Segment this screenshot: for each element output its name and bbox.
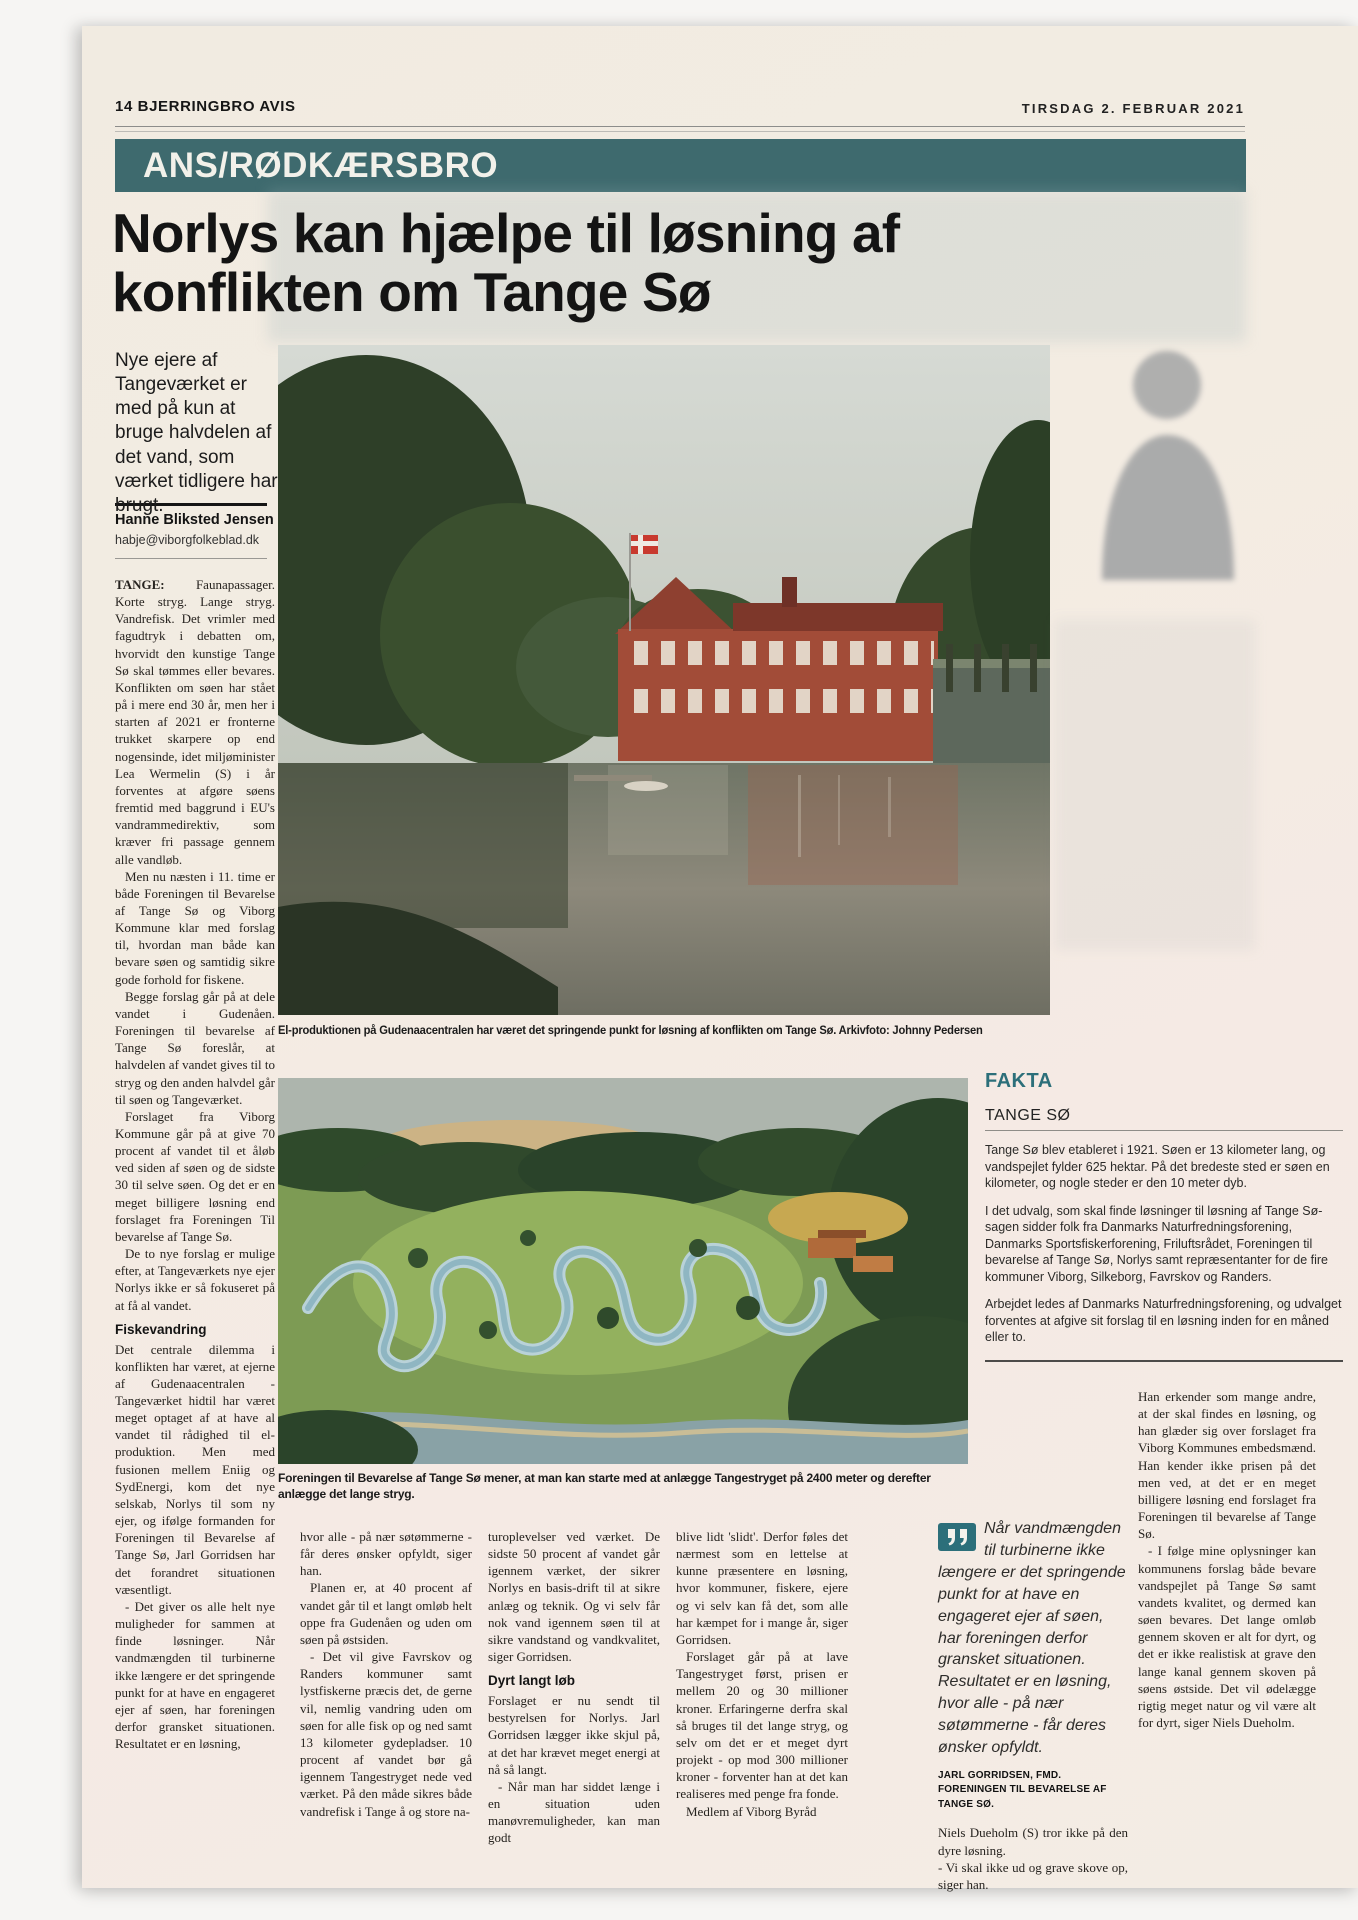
body-column-1 [115, 576, 275, 1752]
silhouette-icon [1072, 330, 1252, 580]
print-bleed-wash-2 [1055, 620, 1255, 950]
page-number: 14 [115, 98, 133, 115]
article-headline [112, 204, 1132, 322]
body-column-2 [300, 1528, 472, 1820]
pull-quote-attribution: JARL GORRIDSEN, FMD. FORENINGEN TIL BEVARELSE AF TANGE SØ. [938, 1769, 1107, 1810]
photo-tangevaerket-illustration [278, 345, 1050, 1015]
masthead-rule [115, 126, 1245, 127]
body-column-5 [1138, 1388, 1316, 1731]
paragraph: De to nye forslag er mulige efter, at Tangeværkets nye ejer Norlys ikke er så fokuseret på at få al vandet. [115, 1246, 275, 1313]
paragraph: Men nu næsten i 11. time er både Foreningen til Bevarelse af Tange Sø og Viborg Kommune klar med forslag til, hvordan man både kan bevare søen og samtidig sikre gode forhold for fiskene. [115, 868, 275, 987]
paragraph: Forslaget fra Viborg Kommune går på at give 70 procent af vandet til et åløb ved siden af søen og de sidste 30 til selve søen. Og det er en meget billigere løsning end forslaget fra Foreningen Til bevarelse af Tange Sø. [115, 1108, 275, 1244]
print-bleed-figure [1072, 330, 1252, 580]
paragraph: Forslaget går på at lave Tangestryget først, prisen er mellem 20 og 30 millioner kroner. Erfaringerne derfra skal så bruges til det lange stryg, og selv om det er et meget dyrt projekt - op mod 300 millioner kroner - forventer han at det kan realiseres med penge fra fonde. [676, 1649, 848, 1802]
pull-quote-text: Når vandmængden til turbinerne ikke længere er det springende punkt for at have en engageret ejer af søen, har foreningen derfor gransket situationen. Resultatet er en løsning, hvor alle - på nær søtømmerne - får deres ønsker opfyldt. [938, 1520, 1126, 1757]
fakta-paragraph: Arbejdet ledes af Danmarks Naturfredningsforening, og udvalget forventes at afgive sit forslag til en løsning inden for en måned eller to. [985, 1297, 1342, 1344]
photo-caption-1: El-produktionen på Gudenaacentralen har været det springende punkt for løsning af konflikten om Tange Sø. Arkivfoto: Johnny Pedersen [278, 1023, 983, 1037]
paragraph: Begge forslag går på at dele vandet i Gudenåen. Foreningen til bevarelse af Tange Sø foreslår, at halvdelen af vandet gives til to stryg og den anden halvdel går til søen og Tangeværket. [115, 988, 275, 1107]
pull-quote [938, 1518, 1128, 1893]
fakta-paragraph: I det udvalg, som skal finde løsninger til løsning af Tange Sø-sagen sidder folk fra Danmarks Naturfredningsforening, Danmarks Sportsfiskerforening, Friluftsrådet, Foreningen til bevarelse af Tange Sø, Norlys samt repræsentanter for de fire kommuner Viborg, Silkeborg, Favrskov og Randers. [985, 1203, 1328, 1284]
paragraph: blive lidt 'slidt'. Derfor føles det nærmest som en lettelse at kunne præsentere en løsning, hvor kommuner, fiskere, ejere og vi selv kan få det, som alle har kæmpet for i mange år, siger Gorridsen. [676, 1529, 848, 1647]
article-lede: Nye ejere af Tangeværket er med på kun at bruge halvdelen af det vand, som værket tidligere har brugt. [115, 350, 278, 516]
paragraph: Han erkender som mange andre, at der skal findes en løsning, og han glæder sig over forslaget fra Viborg Kommunes embedsmænd. Han kender ikke prisen på det men ved, at det er en meget billigere løsning end forslaget fra Foreningen til bevarelse af Tange Sø. [1138, 1389, 1316, 1542]
paragraph: Medlem af Viborg Byråd [686, 1803, 817, 1819]
masthead-date: TIRSDAG 2. FEBRUAR 2021 [1021, 101, 1245, 116]
byline-email: habje@viborgfolkeblad.dk [115, 533, 260, 547]
dateline: TANGE: [115, 577, 165, 592]
paragraph: - Det vil give Favrskov og Randers kommuner samt lystfiskerne præcis det, de gerne vil, nemlig vandring uden om søen for alle fisk op og ned samt 13 kilometer gydepladser. 10 procent af vandet bør gå igennem Tangestryget nede ved værket. På den måde sikres både vandrefisk i Tange å og store na- [300, 1649, 472, 1819]
paragraph: Det centrale dilemma i konflikten har været, at ejerne af Gudenaacentralen - Tangeværket hidtil har været meget optaget af at have al vandet til rådighed til el-produktion. Men med fusionen mellem Eniig og SydEnergi, kom det nye selskab, Norlys til som ny ejer, og ifølge formanden for Foreningen til Bevarelse af Tange Sø, Jarl Gorridsen har det forandret situationen væsentligt. [115, 1341, 275, 1597]
body-column-4 [676, 1528, 848, 1820]
headline-line-1: Norlys kan hjælpe til løsning af [112, 202, 900, 264]
newspaper-name: BJERRINGBRO AVIS [137, 98, 296, 115]
photo-caption-2: Foreningen til Bevarelse af Tange Sø mener, at man kan starte med at anlægge Tangestryget på 2400 meter og derefter anlægge det lange stryg. [278, 1471, 931, 1502]
fakta-title: FAKTA [985, 1070, 1053, 1092]
photo-tangevaerket [278, 345, 1050, 1015]
subhead-fiskevandring: Fiskevandring [115, 1321, 207, 1337]
byline-name: Hanne Bliksted Jensen [115, 512, 274, 528]
subhead-dyrt-langt-loeb: Dyrt langt løb [488, 1673, 575, 1689]
paragraph: hvor alle - på nær søtømmerne - får deres ønsker opfyldt, siger han. [300, 1529, 472, 1579]
fakta-subtitle: TANGE SØ [985, 1107, 1343, 1131]
quote-icon [938, 1523, 976, 1558]
paragraph: turoplevelser ved værket. De sidste 50 procent af vandet går igennem værket, der sikrer Norlys en basis-drift til at sikre anlæg og teknik. Og vi selv får nok vand igennem søen til at sikre vandstand og vandkvalitet, siger Gorridsen. [488, 1529, 660, 1665]
fakta-end-rule [985, 1360, 1343, 1362]
paragraph: - Det giver os alle helt nye muligheder for sammen at finde løsninger. Når vandmængden til turbinerne ikke længere er det springende punkt for at have en engageret ejer af søen, har foreningen derfor gransket situationen. Resultatet er en løsning, [115, 1598, 275, 1752]
photo-stryg-visualisering [278, 1078, 968, 1464]
headline-line-2: konflikten om Tange Sø [112, 260, 711, 323]
photo-stryg-illustration [278, 1078, 968, 1464]
body-column-3 [488, 1528, 660, 1846]
byline-rule-2 [115, 558, 267, 559]
fakta-box [985, 1070, 1343, 1362]
paragraph: - I følge mine oplysninger kan kommunens forslag både bevare vandspejlet på Tange Sø samt vandets kvalitet, og dermed kan søen bevares. Det lange omløb gennem skoven er alt for dyrt, og det er ikke realistisk at grave den lange kanal gennem skoven på søens østside. Det vil ødelægge rigtig meget natur og vil være alt for dyrt, siger Niels Dueholm. [1138, 1543, 1316, 1730]
pull-quote-following-text [938, 1824, 1128, 1893]
masthead-rule-2 [115, 131, 1245, 132]
fakta-paragraph: Tange Sø blev etableret i 1921. Søen er 13 kilometer lang, og vandspejlet fylder 625 hektar. På det bredeste sted er søen en kilometer, og nogle steder er den 10 meter dyb. [985, 1143, 1330, 1190]
masthead-left [115, 98, 296, 115]
paragraph: Niels Dueholm (S) tror ikke på den dyre løsning. [938, 1825, 1128, 1858]
paragraph: - Når man har siddet længe i en situation uden manøvremuligheder, kan man godt [488, 1778, 660, 1846]
section-banner: ANS/RØDKÆRSBRO [115, 139, 1246, 192]
paragraph: Forslaget er nu sendt til bestyrelsen for Norlys. Jarl Gorridsen lægger ikke skjul på, at det har krævet meget energi at nå så langt. [488, 1693, 660, 1777]
paragraph: Planen er, at 40 procent af vandet går til et langt omløb helt oppe fra Gudenåen og uden om søen på østsiden. [300, 1580, 472, 1647]
paragraph: TANGE: Faunapassager. Korte stryg. Lange stryg. Vandrefisk. Det vrimler med fagudtryk i debatten om, hvorvidt den kunstige Tange Sø skal tømmes eller bevares. Konflikten om søen har stået på i mere end 30 år, men her i starten af 2021 er fronterne trukket skarpere op end nogensinde, idet miljøminister Lea Wermelin (S) i år forventes at afgøre søens fremtid med baggrund i EU's vandrammedirektiv, som kræver fri passage gennem alle vandløb. [115, 577, 275, 867]
paragraph: - Vi skal ikke ud og grave skove op, siger han. [938, 1859, 1128, 1892]
